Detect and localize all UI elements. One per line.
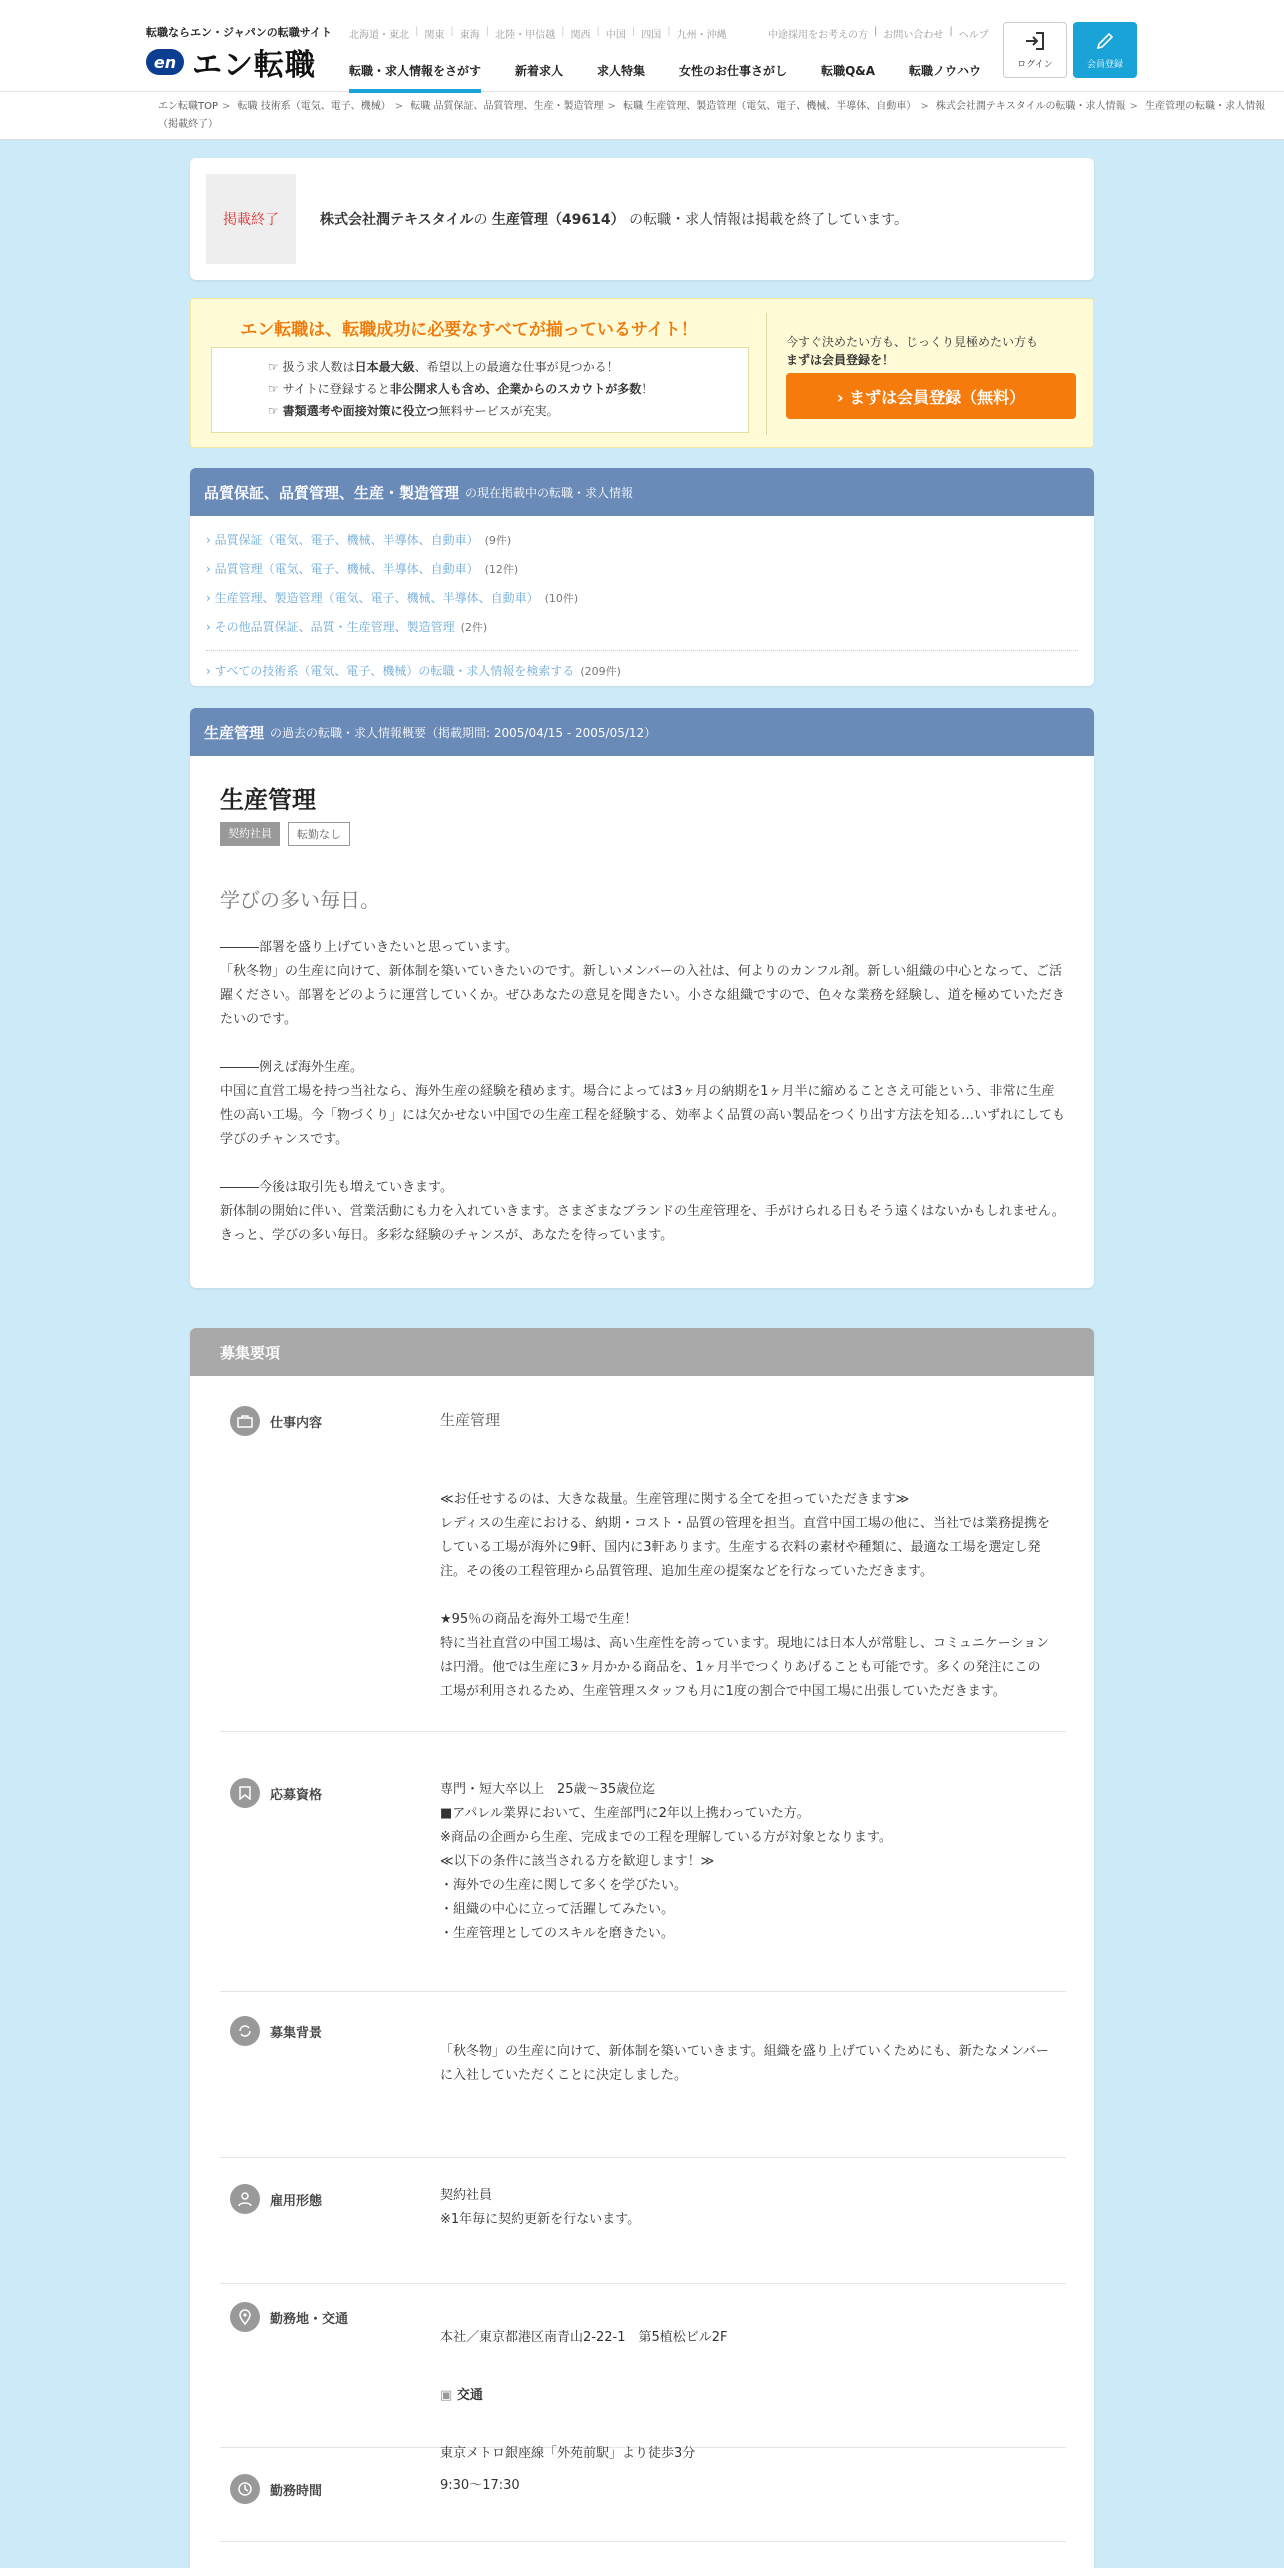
- req-label: 応募資格: [270, 1787, 323, 1803]
- briefcase-icon: [230, 1406, 260, 1436]
- requirements-panel: [190, 1328, 1094, 2568]
- site-logo[interactable]: [146, 40, 316, 84]
- job-description: ―――部署を盛り上げていきたいと思っています。 「秋冬物」の生産に向けて、新体制を築いていきたいのです。新しいメンバーの入社は、何よりのカンフル剤。新しい組織の中心となって、ご活躍ください。部署をどのように運営していくか。ぜひあなたの意見を聞きたい。小さな組織ですので、色々な業務を経験し、道を極めていただきたいのです。 ―――例えば海外生産。 中国に直営工場を持つ当社なら、海外生産の経験を積めます。場合によっては3ヶ月の納期を1ヶ月半に縮めることさえ可能という、非常に生産性の高い工場。今「物づくり」には欠かせない中国での生産工程を経験する、効率よく品質の高い製品をつくり出す方法を知る…いずれにしても学びのチャンスです。 ―――今後は取引先も増えていきます。 新体制の開始に伴い、営業活動にも力を入れていきます。さまざまなブランドの生産管理を、手がけられる日もそう遠くはないかもしれません。きっと、学びの多い毎日。多彩な経験のチャンスが、あなたを待っています。: [220, 940, 1066, 1243]
- refresh-icon: [230, 2016, 260, 2046]
- past-head-rest: の過去の転職・求人情報概要（掲載期間: 2005/04/15 - 2005/05/12）: [270, 725, 657, 740]
- req-text: 9:30～17:30: [440, 2478, 520, 2493]
- job-title: 生産管理: [220, 786, 316, 814]
- login-icon: [1024, 31, 1046, 51]
- req-label: 募集背景: [270, 2025, 323, 2041]
- req-text: ≪お任せするのは、大きな裁量。生産管理に関する全てを担っていただきます≫ レディスの生産における、納期・コスト・品質の管理を担当。直営中国工場の他に、当社では業務提携をしている工場が海外に9軒、国内に3軒あります。生産する衣料の素材や種類に、最適な工場を選定し発注。その後の工程管理から品質管理、追加生産の提案などを行なっていただきます。 ★95％の商品を海外工場で生産！ 特に当社直営の中国工場は、高い生産性を誇っています。現地には日本人が常駐し、コミュニケーションは円滑。他では生産に3ヶ月かかる商品を、1ヶ月半でつくりあげることも可能です。多くの発注にこの工場が利用されるため、生産管理スタッフも月に1度の割合で中国工場に出張していただきます。: [440, 1492, 1050, 1699]
- transit-heading: ▣ 交通: [440, 2388, 483, 2403]
- breadcrumb-item[interactable]: 転職 技術系（電気、電子、機械）: [237, 101, 391, 112]
- breadcrumb-item[interactable]: エン転職TOP: [158, 101, 219, 112]
- logo-text: エン転職: [192, 48, 316, 83]
- employment-tag: 契約社員: [220, 822, 280, 846]
- region-link[interactable]: 北陸・甲信越: [495, 30, 556, 41]
- req-label: 仕事内容: [270, 1415, 323, 1431]
- breadcrumb-item[interactable]: 株式会社潤テキスタイルの転職・求人情報: [935, 101, 1126, 112]
- login-button[interactable]: [1003, 22, 1067, 78]
- breadcrumb: エン転職TOP > 転職 技術系（電気、電子、機械） > 転職 品質保証、品質管理、生産・製造管理 > 転職 生産管理、製造管理（電気、電子、機械、半導体、自動車） > 株式会社潤テキスタイルの転職・求人情報 > 生産管理の転職・求人情報（掲載終了）: [0, 92, 1284, 140]
- login-label: ログイン: [1017, 59, 1053, 70]
- closed-message: [320, 209, 908, 229]
- promo-point: ☞ 扱う求人数は日本最大級、希望以上の最適な仕事が見つかる！: [268, 360, 619, 374]
- req-text: 専門・短大卒以上 25歳～35歳位迄 ■アパレル業界において、生産部門に2年以上携わっていた方。 ※商品の企画から生産、完成までの工程を理解している方が対象となります。 ≪以下の条件に該当される方を歓迎します！≫ ・海外での生産に関して多くを学びたい。 ・組織の中心に立って活躍してみたい。 ・生産管理としてのスキルを磨きたい。: [440, 1782, 892, 1941]
- current-jobs-panel: [190, 468, 1094, 686]
- category-link-list: [190, 516, 1094, 686]
- nav-search-jobs[interactable]: 転職・求人情報をさがす: [349, 58, 481, 93]
- requirements-header: 募集要項: [190, 1328, 1094, 1376]
- job-catchphrase: 学びの多い毎日。: [220, 888, 380, 912]
- promo-point: ☞ 書類選考や面接対策に役立つ無料サービスが充実。: [268, 404, 559, 418]
- register-free-button[interactable]: › まずは会員登録（無料）: [786, 373, 1076, 419]
- logo-mark: en: [146, 49, 184, 75]
- closed-notice: [190, 158, 1094, 280]
- site-header: [0, 0, 1284, 92]
- category-link[interactable]: › 品質保証（電気、電子、機械、半導体、自動車） (9件): [206, 533, 512, 547]
- nav-knowhow[interactable]: 転職ノウハウ: [909, 64, 982, 78]
- region-link[interactable]: 東海: [459, 30, 480, 41]
- req-row-qualifications: [220, 1778, 1066, 1992]
- bookmark-icon: [230, 1778, 260, 1808]
- util-link[interactable]: お問い合わせ: [883, 30, 944, 41]
- promo-cta-line2: まずは会員登録を！: [786, 353, 895, 367]
- site-tagline: 転職ならエン・ジャパンの転職サイト: [146, 26, 333, 39]
- req-row-hours: [220, 2474, 1066, 2542]
- pencil-icon: [1095, 31, 1115, 51]
- nav-new-jobs[interactable]: 新着求人: [515, 64, 564, 78]
- closed-mid: の: [473, 212, 488, 228]
- req-text: 「秋冬物」の生産に向けて、新体制を築いていきます。組織を盛り上げていくためにも、新たなメンバーに入社していただくことに決定しました。: [440, 2044, 1049, 2083]
- utility-links: 中途採用をお考えの方 | お問い合わせ | ヘルプ: [768, 26, 989, 41]
- req-label: 勤務地・交通: [270, 2311, 349, 2327]
- person-icon: [230, 2184, 260, 2214]
- region-link[interactable]: 北海道・東北: [349, 30, 409, 41]
- req-row-job-content: [220, 1406, 1066, 1732]
- job-tags: [220, 822, 350, 846]
- req-label: 勤務時間: [270, 2483, 323, 2499]
- past-job-summary: [190, 708, 1094, 1288]
- region-link[interactable]: 四国: [641, 30, 662, 41]
- util-link[interactable]: ヘルプ: [958, 30, 989, 41]
- region-link[interactable]: 関西: [570, 30, 591, 41]
- current-head-bold: 品質保証、品質管理、生産・製造管理: [204, 483, 460, 502]
- all-jobs-link[interactable]: › すべての技術系（電気、電子、機械）の転職・求人情報を検索する (209件): [206, 650, 1078, 686]
- region-link[interactable]: 九州・沖縄: [676, 30, 727, 41]
- nav-qa[interactable]: 転職Q&A: [821, 64, 876, 78]
- current-head-rest: の現在掲載中の転職・求人情報: [465, 485, 634, 500]
- job-name: 生産管理（49614）: [491, 212, 625, 228]
- current-jobs-header: [190, 468, 1094, 516]
- breadcrumb-item[interactable]: 転職 品質保証、品質管理、生産・製造管理: [410, 101, 604, 112]
- req-text: 本社／東京都港区南青山2-22-1 第5植松ビル2F: [440, 2330, 728, 2345]
- nav-features[interactable]: 求人特集: [597, 64, 646, 78]
- region-links: 北海道・東北 | 関東 | 東海 | 北陸・甲信越 | 関西 | 中国 | 四国 | 九州・沖縄: [349, 26, 727, 41]
- region-link[interactable]: 中国: [605, 30, 626, 41]
- closed-badge: 掲載終了: [206, 174, 296, 264]
- transfer-tag: 転勤なし: [288, 822, 350, 846]
- promo-cta-text: [786, 333, 1038, 369]
- train-icon: ▣: [440, 2388, 453, 2403]
- promo-title: エン転職は、転職成功に必要なすべてが揃っているサイト！: [240, 320, 698, 340]
- req-label: 雇用形態: [270, 2193, 323, 2209]
- promo-banner: [190, 298, 1094, 448]
- promo-point: ☞ サイトに登録すると非公開求人も含め、企業からのスカウトが多数！: [268, 382, 654, 396]
- req-row-location: [220, 2302, 1066, 2461]
- past-head-bold: 生産管理: [204, 723, 265, 742]
- req-text: 契約社員 ※1年毎に契約更新を行ないます。: [440, 2188, 641, 2227]
- register-button[interactable]: [1073, 22, 1137, 78]
- category-link[interactable]: › その他品質保証、品質・生産管理、製造管理 (2件): [206, 620, 488, 634]
- category-link[interactable]: › 生産管理、製造管理（電気、電子、機械、半導体、自動車） (10件): [206, 591, 579, 605]
- region-link[interactable]: 関東: [424, 30, 445, 41]
- past-job-header: [190, 708, 1094, 756]
- clock-icon: [230, 2474, 260, 2504]
- category-link[interactable]: › 品質管理（電気、電子、機械、半導体、自動車） (12件): [206, 562, 519, 576]
- util-link[interactable]: 中途採用をお考えの方: [768, 30, 868, 41]
- nav-women-jobs[interactable]: 女性のお仕事さがし: [679, 64, 788, 78]
- register-label: 会員登録: [1086, 59, 1123, 70]
- breadcrumb-current: 生産管理の転職・求人情報（掲載終了）: [158, 101, 1266, 130]
- req-row-background: [220, 2016, 1066, 2158]
- closed-tail: の転職・求人情報は掲載を終了しています。: [629, 212, 908, 228]
- company-name: 株式会社潤テキスタイル: [320, 212, 474, 228]
- promo-divider: [766, 313, 767, 435]
- req-row-employment-type: [220, 2184, 1066, 2284]
- breadcrumb-item[interactable]: 転職 生産管理、製造管理（電気、電子、機械、半導体、自動車）: [623, 101, 917, 112]
- main-nav: [349, 58, 1015, 93]
- map-pin-icon: [230, 2302, 260, 2332]
- req-subtitle: 生産管理: [440, 1411, 501, 1429]
- promo-points: [211, 347, 749, 433]
- transit-text: 東京メトロ銀座線「外苑前駅」より徒歩3分: [440, 2446, 696, 2461]
- promo-cta-line1: 今すぐ決めたい方も、じっくり見極めたい方も: [786, 335, 1039, 349]
